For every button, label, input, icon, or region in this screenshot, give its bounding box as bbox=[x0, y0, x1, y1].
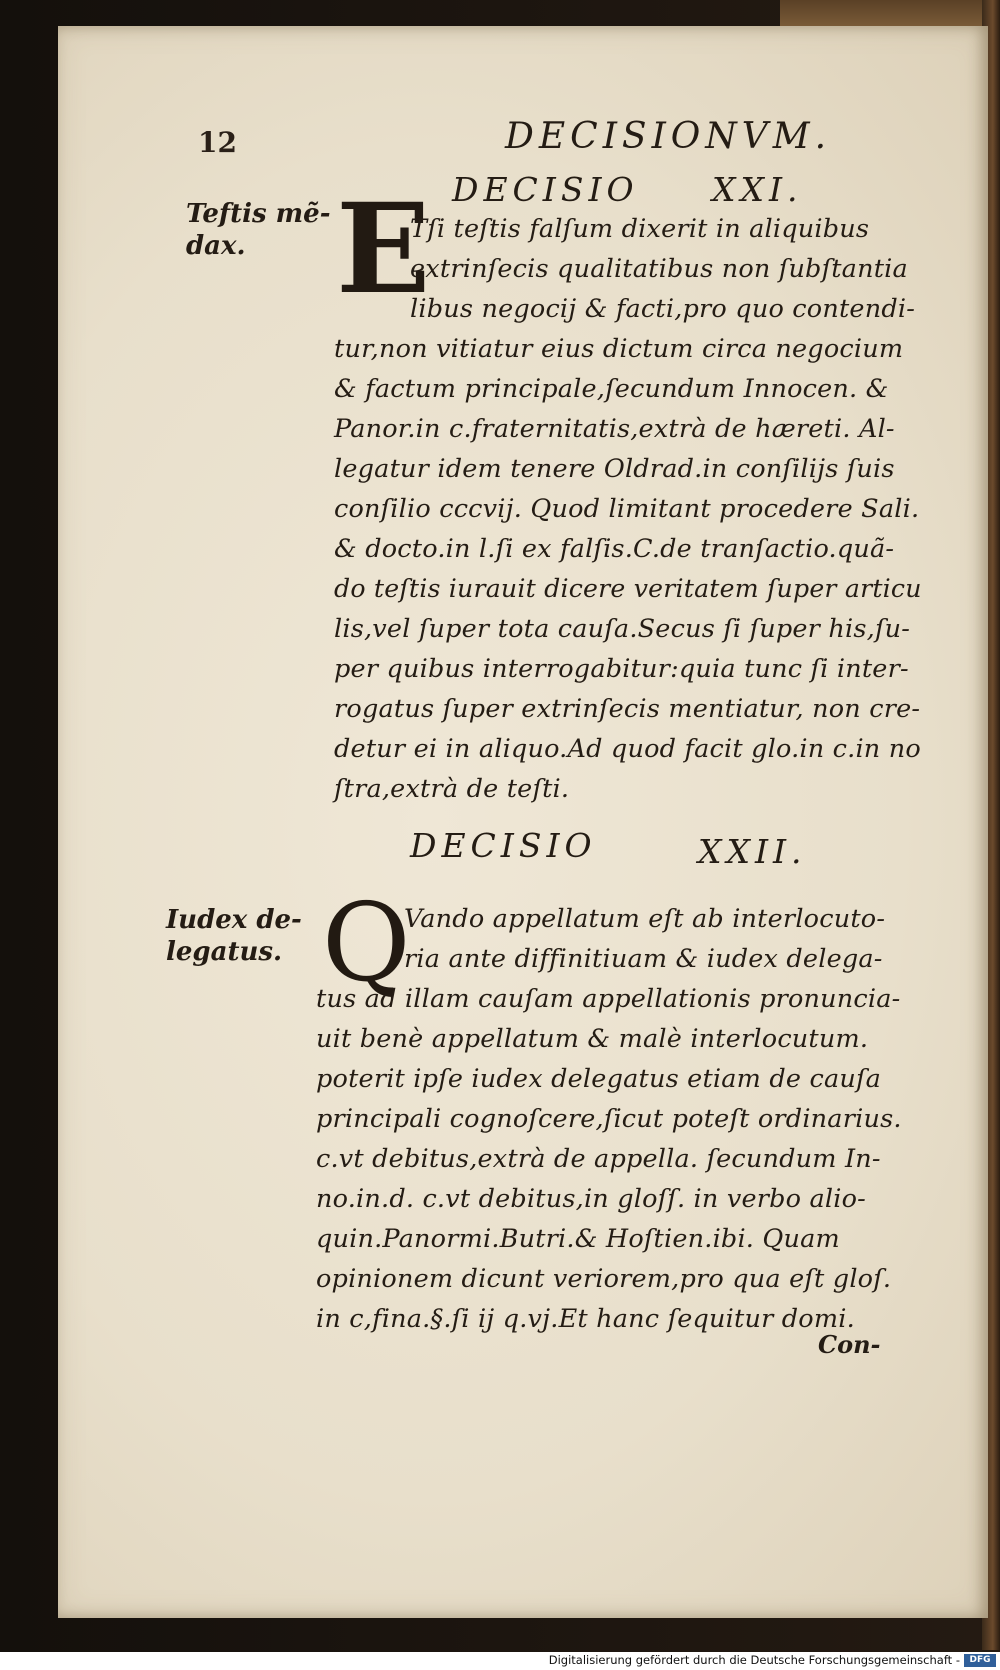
dfg-logo: DFG bbox=[964, 1654, 996, 1667]
text-line: c.vt debitus,extrà de appella. ſecundum In- bbox=[316, 1144, 881, 1174]
decision-22-margin-note bbox=[166, 904, 302, 968]
text-line: no.in.d. c.vt debitus,in gloſſ. in verbo alio- bbox=[316, 1184, 866, 1214]
decision-21-title: DECISIO bbox=[452, 170, 639, 209]
margin-note-line: dax. bbox=[186, 231, 246, 261]
catchword: Con- bbox=[818, 1330, 881, 1359]
margin-note-line: Teftis mẽ- bbox=[186, 199, 331, 229]
text-line: do teſtis iurauit dicere veritatem ſuper articu bbox=[334, 574, 922, 604]
text-line: Panor.in c.fraternitatis,extrà de hæreti. Al- bbox=[334, 414, 895, 444]
text-line: & docto.in l.ſi ex falſis.C.de tranſactio.quã- bbox=[334, 534, 895, 564]
page-number: 12 bbox=[198, 126, 237, 159]
text-line: principali cognoſcere,ſicut poteſt ordinarius. bbox=[316, 1104, 902, 1134]
decision-22-numeral: XXII. bbox=[698, 832, 807, 871]
text-line: ria ante diffinitiuam & iudex delega- bbox=[404, 944, 883, 974]
margin-note-line: Iudex de- bbox=[166, 905, 302, 935]
text-line: uit benè appellatum & malè interlocutum. bbox=[316, 1024, 869, 1054]
text-line: Tſi teſtis falſum dixerit in aliquibus bbox=[410, 214, 870, 244]
text-line: Vando appellatum eſt ab interlocuto- bbox=[404, 904, 886, 934]
text-line: legatur idem tenere Oldrad.in conſilijs ſuis bbox=[334, 454, 895, 484]
text-line: libus negocij & facti,pro quo contendi- bbox=[410, 294, 916, 324]
decision-22-title: DECISIO bbox=[410, 826, 597, 865]
text-line: detur ei in aliquo.Ad quod facit glo.in c.in no bbox=[334, 734, 921, 764]
text-line: per quibus interrogabitur:quia tunc ſi inter- bbox=[334, 654, 909, 684]
decision-22-drop-cap: Q bbox=[322, 881, 411, 1006]
margin-note-line: legatus. bbox=[166, 937, 283, 967]
text-line: conſilio cccvij. Quod limitant procedere Sali. bbox=[334, 494, 920, 524]
running-head: DECISIONVM. bbox=[505, 116, 832, 157]
decision-21-margin-note bbox=[186, 198, 331, 262]
text-line: ſtra,extrà de teſti. bbox=[334, 774, 570, 804]
text-line: extrinſecis qualitatibus non ſubſtantia bbox=[410, 254, 908, 284]
text-line: tus ad illam cauſam appellationis pronuncia- bbox=[316, 984, 901, 1014]
text-line: rogatus ſuper extrinſecis mentiatur, non cre- bbox=[334, 694, 921, 724]
decision-21-numeral: XXI. bbox=[712, 170, 803, 209]
text-line: & factum principale,ſecundum Innocen. & bbox=[334, 374, 889, 404]
text-line: opinionem dicunt veriorem,pro qua eſt gloſ. bbox=[316, 1264, 892, 1294]
text-line: poterit ipſe iudex delegatus etiam de cauſa bbox=[316, 1064, 882, 1094]
text-line: tur,non vitiatur eius dictum circa negocium bbox=[334, 334, 904, 364]
text-line: lis,vel ſuper tota cauſa.Secus ſi ſuper his,ſu- bbox=[334, 614, 911, 644]
text-line: quin.Panormi.Butri.& Hoſtien.ibi. Quam bbox=[316, 1224, 840, 1254]
digitization-credit: Digitalisierung gefördert durch die Deutsche Forschungsgemeinschaft - bbox=[548, 1653, 960, 1667]
text-line: in c,fina.§.ſi ij q.vj.Et hanc ſequitur domi. bbox=[316, 1304, 855, 1334]
decision-21-drop-cap: E bbox=[336, 177, 431, 322]
